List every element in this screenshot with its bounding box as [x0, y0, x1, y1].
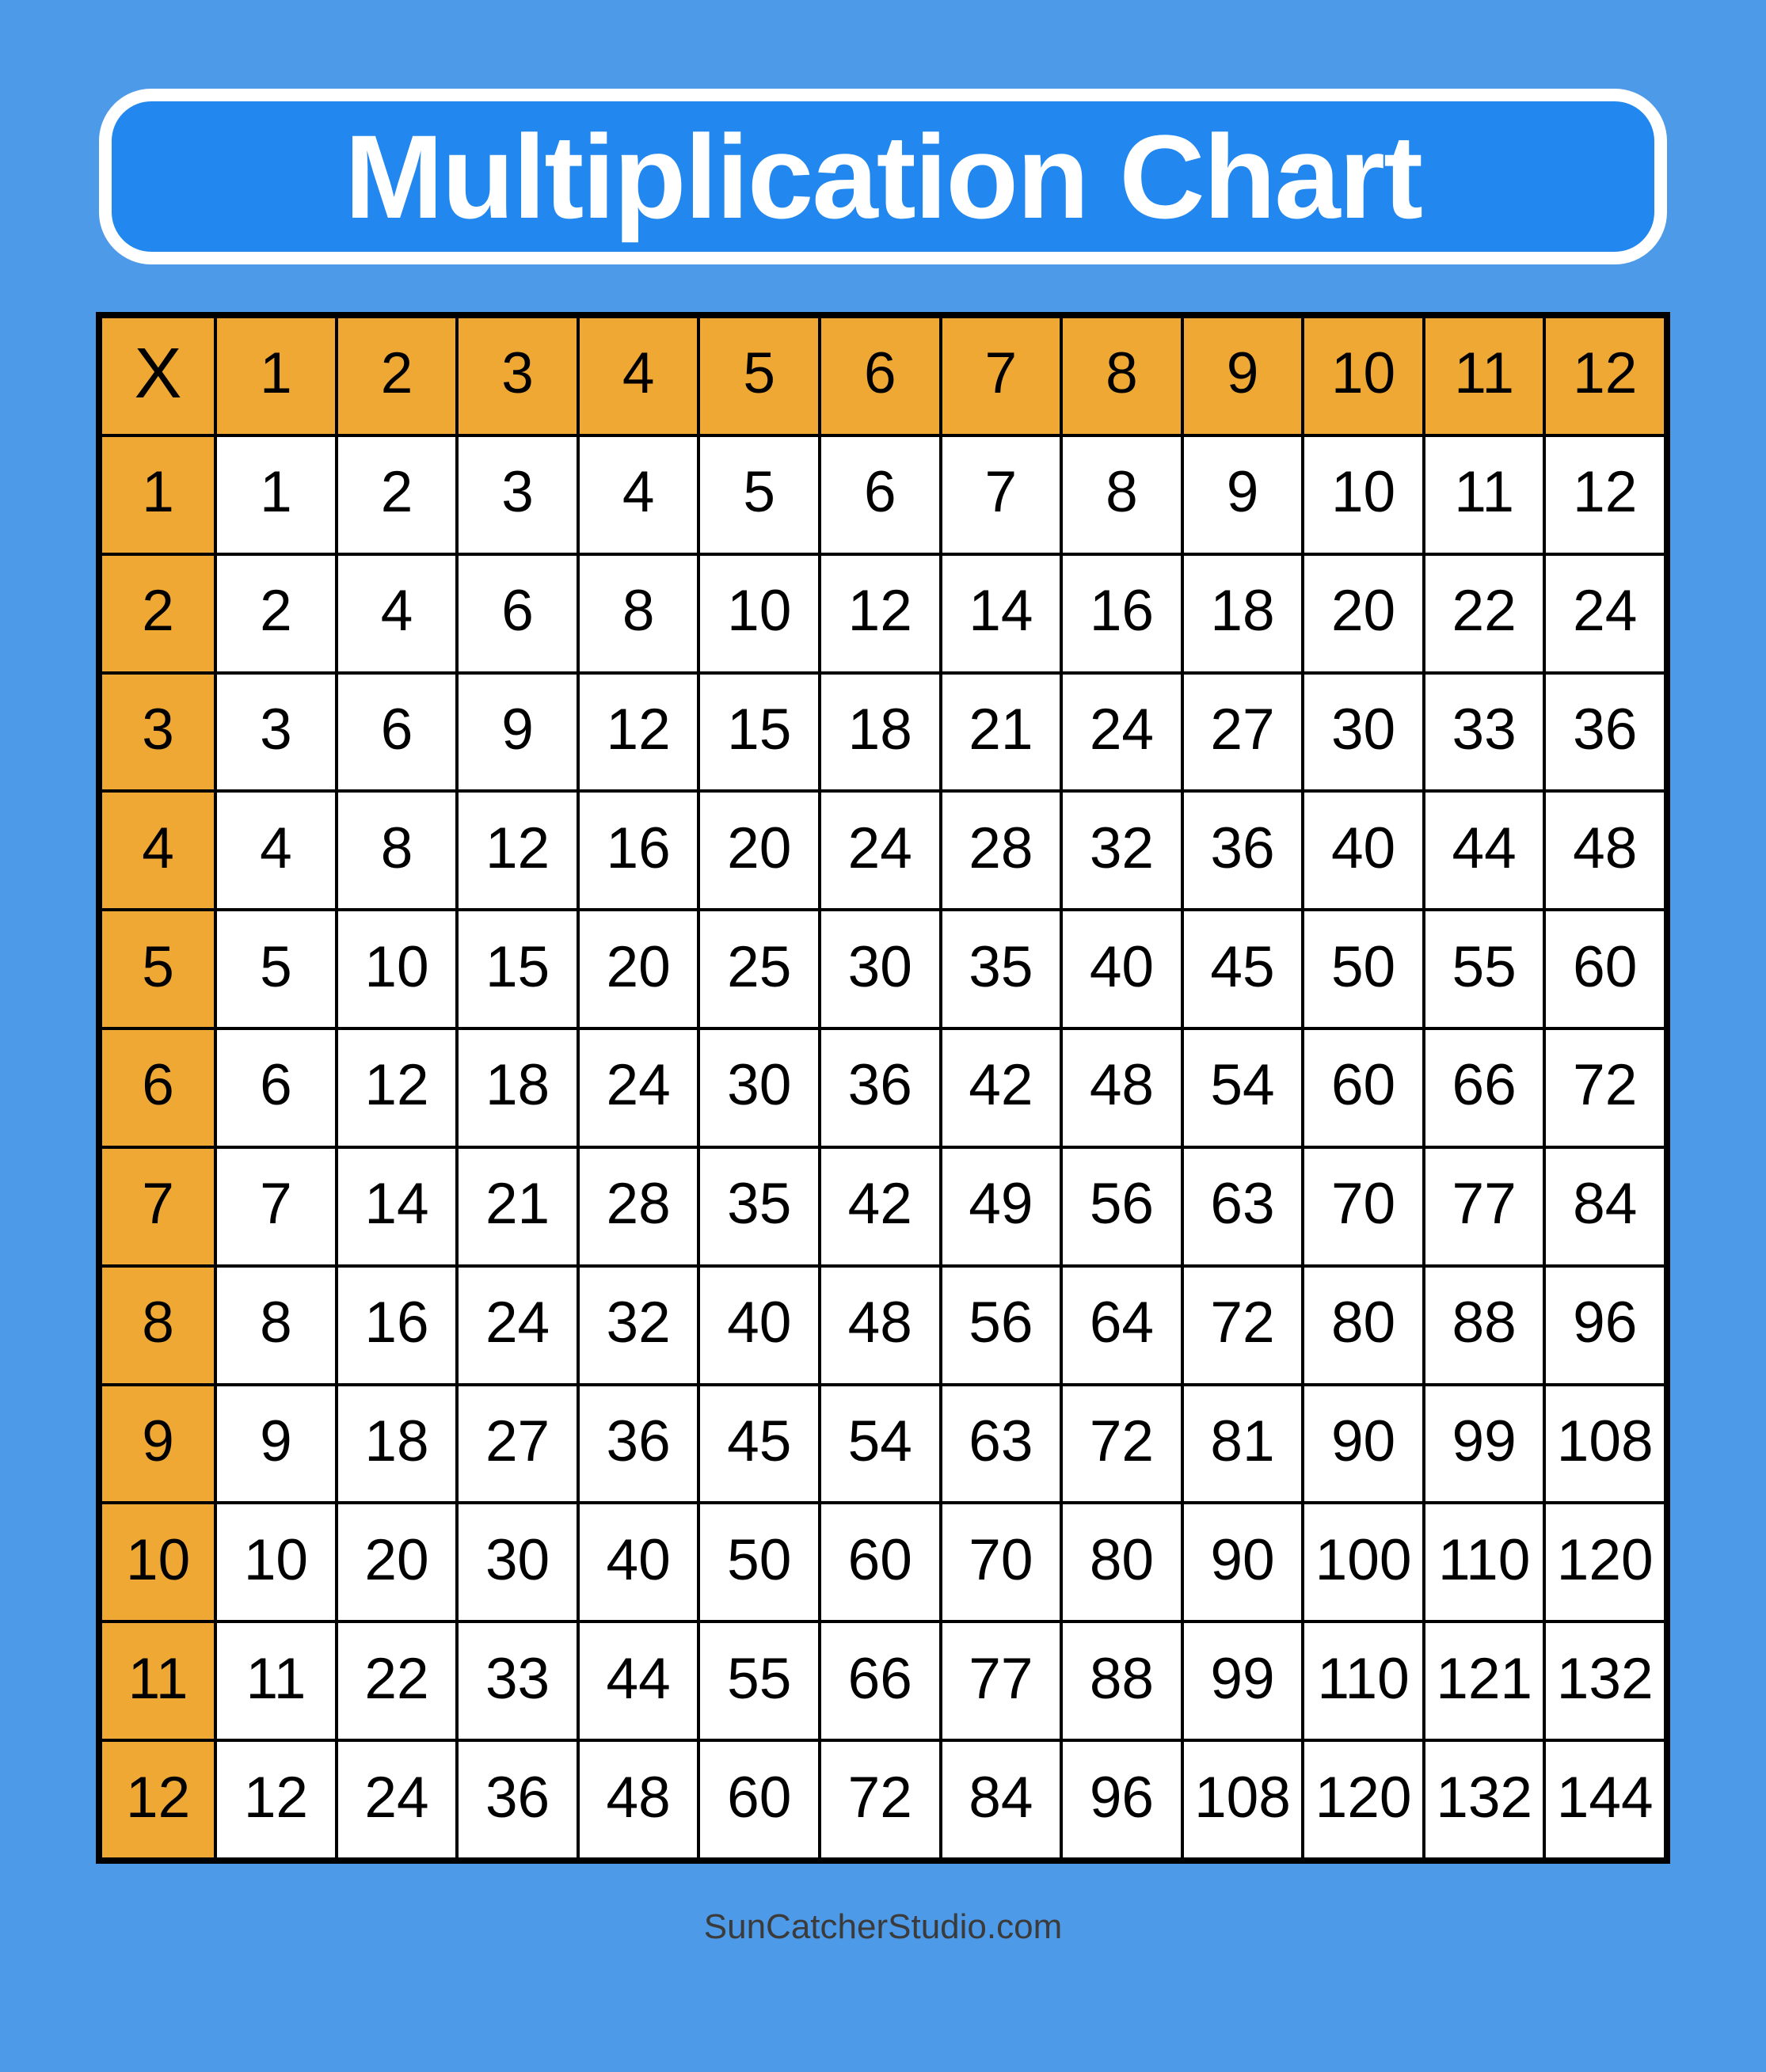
product-cell: 40 — [580, 1504, 698, 1620]
product-cell: 35 — [700, 1149, 818, 1264]
product-cell: 9 — [459, 675, 577, 790]
product-cell: 28 — [942, 793, 1060, 908]
row-header-cell: 5 — [102, 911, 214, 1027]
product-cell: 96 — [1546, 1268, 1664, 1383]
product-cell: 27 — [459, 1386, 577, 1502]
product-cell: 32 — [580, 1268, 698, 1383]
row-header-cell: 6 — [102, 1030, 214, 1146]
product-cell: 16 — [338, 1268, 456, 1383]
column-header-cell: 9 — [1184, 318, 1302, 434]
product-cell: 42 — [942, 1030, 1060, 1146]
product-cell: 18 — [459, 1030, 577, 1146]
product-cell: 40 — [700, 1268, 818, 1383]
product-cell: 36 — [1184, 793, 1302, 908]
product-cell: 72 — [1063, 1386, 1181, 1502]
product-cell: 88 — [1063, 1623, 1181, 1739]
product-cell: 63 — [1184, 1149, 1302, 1264]
product-cell: 12 — [338, 1030, 456, 1146]
product-cell: 70 — [1304, 1149, 1422, 1264]
product-cell: 132 — [1425, 1742, 1543, 1857]
product-cell: 11 — [217, 1623, 335, 1739]
corner-cell: X — [102, 318, 214, 434]
product-cell: 45 — [700, 1386, 818, 1502]
product-cell: 12 — [217, 1742, 335, 1857]
product-cell: 16 — [1063, 556, 1181, 671]
column-header-cell: 4 — [580, 318, 698, 434]
product-cell: 12 — [459, 793, 577, 908]
product-cell: 50 — [1304, 911, 1422, 1027]
product-cell: 1 — [217, 437, 335, 553]
row-header-cell: 2 — [102, 556, 214, 671]
product-cell: 36 — [580, 1386, 698, 1502]
product-cell: 50 — [700, 1504, 818, 1620]
product-cell: 90 — [1304, 1386, 1422, 1502]
product-cell: 96 — [1063, 1742, 1181, 1857]
product-cell: 8 — [217, 1268, 335, 1383]
product-cell: 6 — [338, 675, 456, 790]
product-cell: 32 — [1063, 793, 1181, 908]
product-cell: 30 — [1304, 675, 1422, 790]
product-cell: 40 — [1304, 793, 1422, 908]
product-cell: 54 — [1184, 1030, 1302, 1146]
product-cell: 44 — [1425, 793, 1543, 908]
product-cell: 132 — [1546, 1623, 1664, 1739]
product-cell: 2 — [217, 556, 335, 671]
product-cell: 80 — [1304, 1268, 1422, 1383]
product-cell: 8 — [580, 556, 698, 671]
product-cell: 55 — [1425, 911, 1543, 1027]
product-cell: 33 — [1425, 675, 1543, 790]
product-cell: 30 — [700, 1030, 818, 1146]
product-cell: 84 — [1546, 1149, 1664, 1264]
product-cell: 60 — [1304, 1030, 1422, 1146]
column-header-cell: 7 — [942, 318, 1060, 434]
column-header-cell: 6 — [821, 318, 939, 434]
column-header-cell: 1 — [217, 318, 335, 434]
product-cell: 24 — [1063, 675, 1181, 790]
product-cell: 49 — [942, 1149, 1060, 1264]
product-cell: 30 — [821, 911, 939, 1027]
row-header-cell: 1 — [102, 437, 214, 553]
page — [0, 89, 1766, 2072]
product-cell: 35 — [942, 911, 1060, 1027]
product-cell: 66 — [1425, 1030, 1543, 1146]
product-cell: 5 — [217, 911, 335, 1027]
multiplication-table — [96, 312, 1670, 1864]
product-cell: 48 — [1546, 793, 1664, 908]
product-cell: 11 — [1425, 437, 1543, 553]
product-cell: 42 — [821, 1149, 939, 1264]
product-cell: 24 — [1546, 556, 1664, 671]
product-cell: 72 — [821, 1742, 939, 1857]
product-cell: 27 — [1184, 675, 1302, 790]
row-header-cell: 12 — [102, 1742, 214, 1857]
product-cell: 20 — [580, 911, 698, 1027]
product-cell: 99 — [1425, 1386, 1543, 1502]
product-cell: 12 — [580, 675, 698, 790]
product-cell: 120 — [1304, 1742, 1422, 1857]
product-cell: 7 — [942, 437, 1060, 553]
product-cell: 14 — [338, 1149, 456, 1264]
product-cell: 121 — [1425, 1623, 1543, 1739]
product-cell: 72 — [1184, 1268, 1302, 1383]
product-cell: 77 — [1425, 1149, 1543, 1264]
row-header-cell: 8 — [102, 1268, 214, 1383]
column-header-cell: 8 — [1063, 318, 1181, 434]
product-cell: 60 — [821, 1504, 939, 1620]
product-cell: 40 — [1063, 911, 1181, 1027]
product-cell: 60 — [700, 1742, 818, 1857]
product-cell: 20 — [700, 793, 818, 908]
product-cell: 63 — [942, 1386, 1060, 1502]
product-cell: 5 — [700, 437, 818, 553]
product-cell: 88 — [1425, 1268, 1543, 1383]
product-cell: 54 — [821, 1386, 939, 1502]
page-title: Multiplication Chart — [344, 110, 1422, 243]
product-cell: 21 — [942, 675, 1060, 790]
product-cell: 55 — [700, 1623, 818, 1739]
product-cell: 16 — [580, 793, 698, 908]
product-cell: 6 — [217, 1030, 335, 1146]
product-cell: 36 — [459, 1742, 577, 1857]
row-header-cell: 4 — [102, 793, 214, 908]
product-cell: 66 — [821, 1623, 939, 1739]
product-cell: 48 — [1063, 1030, 1181, 1146]
product-cell: 4 — [580, 437, 698, 553]
product-cell: 4 — [338, 556, 456, 671]
product-cell: 81 — [1184, 1386, 1302, 1502]
product-cell: 77 — [942, 1623, 1060, 1739]
product-cell: 44 — [580, 1623, 698, 1739]
column-header-cell: 2 — [338, 318, 456, 434]
product-cell: 10 — [1304, 437, 1422, 553]
product-cell: 2 — [338, 437, 456, 553]
product-cell: 15 — [459, 911, 577, 1027]
row-header-cell: 11 — [102, 1623, 214, 1739]
column-header-cell: 11 — [1425, 318, 1543, 434]
product-cell: 22 — [1425, 556, 1543, 671]
column-header-cell: 5 — [700, 318, 818, 434]
product-cell: 8 — [1063, 437, 1181, 553]
column-header-cell: 10 — [1304, 318, 1422, 434]
product-cell: 99 — [1184, 1623, 1302, 1739]
column-header-cell: 12 — [1546, 318, 1664, 434]
product-cell: 60 — [1546, 911, 1664, 1027]
product-cell: 7 — [217, 1149, 335, 1264]
product-cell: 12 — [1546, 437, 1664, 553]
product-cell: 12 — [821, 556, 939, 671]
product-cell: 64 — [1063, 1268, 1181, 1383]
product-cell: 8 — [338, 793, 456, 908]
row-header-cell: 10 — [102, 1504, 214, 1620]
product-cell: 3 — [459, 437, 577, 553]
title-banner — [99, 89, 1667, 264]
product-cell: 15 — [700, 675, 818, 790]
product-cell: 30 — [459, 1504, 577, 1620]
product-cell: 90 — [1184, 1504, 1302, 1620]
product-cell: 18 — [821, 675, 939, 790]
product-cell: 6 — [821, 437, 939, 553]
row-header-cell: 7 — [102, 1149, 214, 1264]
row-header-cell: 3 — [102, 675, 214, 790]
product-cell: 24 — [338, 1742, 456, 1857]
product-cell: 14 — [942, 556, 1060, 671]
product-cell: 108 — [1184, 1742, 1302, 1857]
product-cell: 24 — [459, 1268, 577, 1383]
column-header-cell: 3 — [459, 318, 577, 434]
product-cell: 24 — [580, 1030, 698, 1146]
product-cell: 48 — [821, 1268, 939, 1383]
product-cell: 18 — [338, 1386, 456, 1502]
footer-credit: SunCatcherStudio.com — [703, 1907, 1063, 1946]
row-header-cell: 9 — [102, 1386, 214, 1502]
product-cell: 80 — [1063, 1504, 1181, 1620]
product-cell: 9 — [1184, 437, 1302, 553]
product-cell: 20 — [1304, 556, 1422, 671]
product-cell: 100 — [1304, 1504, 1422, 1620]
product-cell: 25 — [700, 911, 818, 1027]
product-cell: 4 — [217, 793, 335, 908]
product-cell: 120 — [1546, 1504, 1664, 1620]
product-cell: 110 — [1425, 1504, 1543, 1620]
product-cell: 33 — [459, 1623, 577, 1739]
product-cell: 6 — [459, 556, 577, 671]
product-cell: 22 — [338, 1623, 456, 1739]
product-cell: 10 — [338, 911, 456, 1027]
product-cell: 48 — [580, 1742, 698, 1857]
product-cell: 28 — [580, 1149, 698, 1264]
product-cell: 3 — [217, 675, 335, 790]
product-cell: 45 — [1184, 911, 1302, 1027]
product-cell: 144 — [1546, 1742, 1664, 1857]
product-cell: 108 — [1546, 1386, 1664, 1502]
product-cell: 20 — [338, 1504, 456, 1620]
product-cell: 36 — [821, 1030, 939, 1146]
product-cell: 72 — [1546, 1030, 1664, 1146]
product-cell: 24 — [821, 793, 939, 908]
product-cell: 10 — [217, 1504, 335, 1620]
product-cell: 10 — [700, 556, 818, 671]
product-cell: 18 — [1184, 556, 1302, 671]
product-cell: 56 — [1063, 1149, 1181, 1264]
product-cell: 9 — [217, 1386, 335, 1502]
product-cell: 21 — [459, 1149, 577, 1264]
product-cell: 56 — [942, 1268, 1060, 1383]
product-cell: 84 — [942, 1742, 1060, 1857]
product-cell: 110 — [1304, 1623, 1422, 1739]
product-cell: 70 — [942, 1504, 1060, 1620]
product-cell: 36 — [1546, 675, 1664, 790]
